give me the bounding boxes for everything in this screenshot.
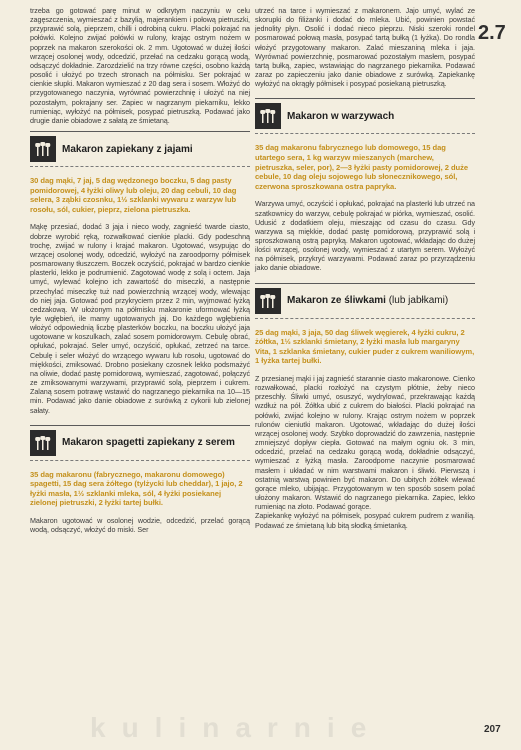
section-header-makaron-ze-sliwkami: [255, 283, 475, 316]
dashed-divider: [255, 133, 475, 134]
recipe-ingredients: 35 dag makaronu (fabrycznego, makaronu domowego) spagetti, 15 dag sera żółtego (tylżycki lub cheddar), 1 jajo, 2 łyżki masła, 1½ szklanki mleka, sól, 4 łyżki posiekanej zielonej pietruszki, 2 łyżki tartej bułki.: [30, 469, 243, 508]
section-header-makaron-zapiekany: [30, 131, 250, 164]
left-column: [30, 6, 250, 534]
right-intro-text: utrzeć na tarce i wymieszać z makaronem. Jajo umyć, wylać ze skorupki do filiżanki i dodać do mleka. Ubić, powinien powstać jednolity płyn. Osolić i dodać nieco pieprzu. Niski szeroki rondel posmarować połową masła, posypać tartą bułką (1 łyżka). Do rondla włożyć przygotowany makaron. Zalać mieszaniną mleka i jaja. Wyrównać powierzchnię, posmarować pozostałym masłem, posypać tartą bułką, zapiec, wstawiając do nagrzanego piekarnika. Podawać zaraz po zapieczeniu jako danie obiadowe z surówką. Zapiekankę wyłożyć na okrągły półmisek i posypać posiekaną pietruszką.: [255, 6, 475, 89]
recipe-instructions: Mąkę przesiać, dodać 3 jaja i nieco wody, zagnieść twarde ciasto, dobrze wyrobić ręką, rozwałkować cienkie placki. Gdy podeschną trochę, zwijać w rulony i krajać makaron. Ugotować, wsypując do wrzącej osolonej wody, odcedzić, wyłożyć na zaroodporny półmisek posmarowany tłuszczem. Boczek oczyścić, pokrajać w bardzo cienkie plasterki, lekko je podrumienić. Zagotować wodę z solą i octem. Jaja umyć, wylewać kolejno ich zawartość do miseczki, a następnie przechylać miseczkę tuż nad powierzchnią wrzącej wody, wlewając do niej jaja. Gotować pod przykryciem przez 2 min, wyjmować łyżką cedzakową. W ułożonym na półmisku makaronie uformować łyżką tyle wgłębień, ile mamy ugotowanych jaj. Do każdego wgłębienia włożyć odpowiednią liczbę plasterków boczku, na boczku ułożyć jaja ugotowane w koszulkach, zalać sosem pomidorowym. Cebulę obrać, opłukać, pokrajać. Seler umyć, oczyścić, opłukać, zetrzeć na tarce. Cebulę i seler włożyć do wrzącego wywaru lub rosołu, ugotować do miękkości, zmiksować. Drobno posiekany czosnek lekko podsmażyć na oliwie, dodać pastę pomidorową, wymieszać, zagotować, połączyć ze zmiksowanymi warzywami, przyprawić solą, pieprzem i cukrem. Zalaną sosem potrawę wstawić do nagrzanego piekarnika na 10—15 min. Podawać jako danie obiadowe z surówką z cykorii lub zielonej sałaty.: [30, 222, 250, 415]
recipe-title: [287, 295, 448, 306]
wheat-icon: [30, 430, 56, 456]
recipe-title-main: Makaron ze śliwkami: [287, 295, 386, 307]
recipe-ingredients: 30 dag mąki, 7 jaj, 5 dag wędzonego boczku, 5 dag pasty pomidorowej, 4 łyżki oliwy lub oleju, 20 dag cebuli, 10 dag selera, 3 ząbki czosnku, 1½ szklanki wywaru z warzyw lub rosołu, sól, cukier, pieprz, zielona pietruszka.: [30, 176, 237, 214]
section-header-makaron-spagetti: [30, 425, 250, 458]
recipe-title-suffix: (lub jabłkami): [385, 295, 449, 307]
recipe-instructions: Warzywa umyć, oczyścić i opłukać, pokrajać na plasterki lub utrzeć na szatkownicy do warzyw, cebulę pokrajać w piórka, wymieszać, osolić. Udusić z dodatkiem oleju, mieszając od czasu do czasu. Gdy warzywa są miękkie, dodać pastę pomidorową, przyprawić solą i sproszkowaną ostrą papryką. Makaron ugotować, wkładając do dużej ilości wrzącej, osolonej wody, wymieszać z utartym serem. Wyłożyć na półmisek, przykryć warzywami. Podawać zaraz po przyrządzeniu jako danie obiadowe.: [255, 199, 475, 273]
dashed-divider: [30, 166, 250, 167]
chapter-tag: 2.7: [478, 22, 506, 44]
wheat-icon: [30, 136, 56, 162]
recipe-instructions: Z przesianej mąki i jaj zagnieść starannie ciasto makaronowe. Cienko rozwałkować, placki rozłożyć na czystym płótnie, żeby nieco przeschły. Śliwki umyć, osuszyć, wydrylować, przekrawając każdą wzdłuż na pół. Żółtka ubić z cukrem do białości. Placki pokrajać na połówki, zwijać kolejno w rulony. Krając ostrym nożem w poprzek rulonów cieniutki makaron. Ugotować, wkładając do dużej ilości wrzącej osolonej wody. Szybko doprowadzić do zawrzenia, następnie zmniejszyć dopływ ciepła. Gotować na małym ogniu ok. 3 min, odcedzić, przelać na cedzaku gorącą wodą, dokładnie odsączyć, wymieszać z łyżką masła. Zaroodporne naczynie posmarować masłem i układać w nim warstwami makaron i śliwki. Pierwszą i ostatnią warstwą powinien być makaron. Do ubitych żółtek wlewać gorące mleko, ubijając. Przygotowanym w ten sposób sosem polać ułożony makaron. Wstawić do nagrzanego piekarnika. Zapiec, lekko rumieniąc na złoto. Podawać gorące.: [255, 374, 475, 512]
right-column: [255, 6, 475, 530]
watermark: kulinarnie: [90, 712, 383, 743]
recipe-ingredients: 25 dag mąki, 3 jaja, 50 dag śliwek węgierek, 4 łyżki cukru, 2 żółtka, 1½ szklanki śmietany, 2 łyżki masła lub margaryny Vita, 1 szklanka śmietany, cukier puder z cukrem waniliowym, 1 łyżka tartej bułki.: [255, 327, 475, 366]
dashed-divider: [255, 318, 475, 319]
recipe-ingredients: 35 dag makaronu fabrycznego lub domowego, 15 dag utartego sera, 1 kg warzyw mieszanych (marchew, pietruszka, seler, por), 2—3 łyżki pasty pomidorowej, 2 duże cebule, 10 dag oleju sojowego lub słonecznikowego, sól, czerwona sproszkowana ostra papryka.: [255, 143, 469, 191]
page-number: 207: [484, 724, 501, 735]
recipe-title: Makaron w warzywach: [287, 110, 395, 122]
wheat-icon: [255, 103, 281, 129]
recipe-title: Makaron spagetti zapiekany z serem: [62, 437, 235, 449]
left-intro-text: trzeba go gotować parę minut w odkrytym naczyniu w celu zagęszczenia, wymieszać z bazylią, majerankiem i połową pietruszki, przyprawić solą, pieprzem, chilli i odrobiną cukru. Placki pokrajać na połówki. Kolejno zwijać połówki w rulony, krając ostrym nożem w poprzek na makaron szerokości ok. 2 mm. Ugotować w dużej ilości wrzącej osolonej wody, odcedzić, przełać na cedzaku gorącą wodą, odsączyć dokładnie. Zarozdzielić na trzy równe części, osobno każdą posolić i ułożyć po trzech stronach na półmisku. Ser pokrajać w cienkie słupki. Makaron wymieszać z 20 dag sera i sosem. Włożyć do przygotowanego naczynia, wyrównać powierzchnię i ułożyć na niej pozostałym, pokrajany ser. Zapiec w nagrzanym piekarniku, lekko rumieniąc, wyłożyć na półmisek, posypać pietruszką. Podawać jako drugie danie obiadowe z sałatą ze śmietaną.: [30, 6, 250, 125]
recipe-instructions: Makaron ugotować w osolonej wodzie, odcedzić, przelać gorącą wodą, odsączyć, włożyć do miski. Ser: [30, 516, 250, 535]
wheat-icon: [255, 288, 281, 314]
recipe-serving-note: Zapiekankę wyłożyć na półmisek, posypać cukrem pudrem z wanilią. Podawać ze śmietaną lub bitą słodką śmietanką.: [255, 511, 475, 530]
section-header-makaron-w-warzywach: [255, 98, 475, 131]
recipe-title: Makaron zapiekany z jajami: [62, 143, 193, 155]
dashed-divider: [30, 460, 250, 461]
